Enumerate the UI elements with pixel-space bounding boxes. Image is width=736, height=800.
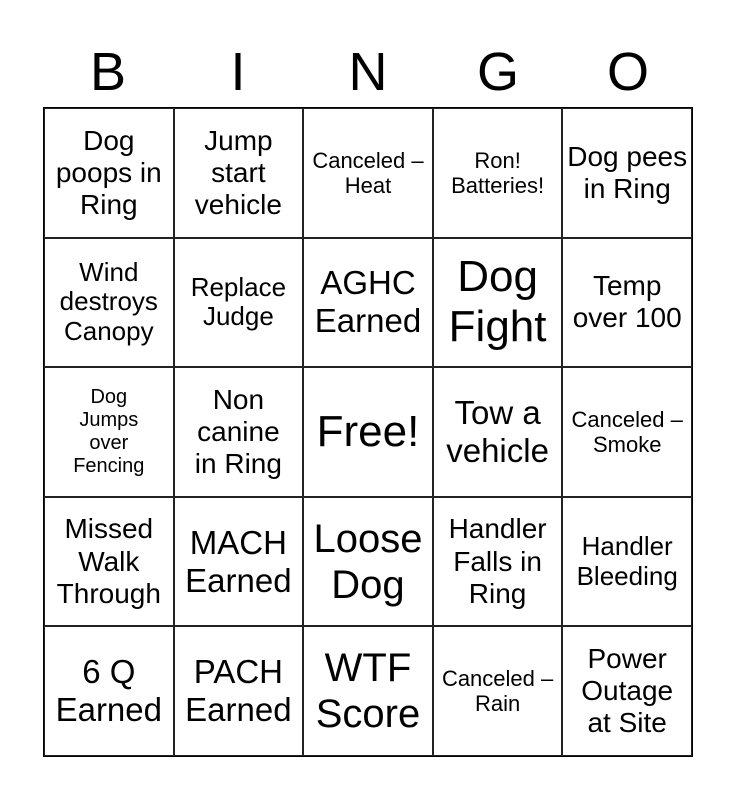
cell-text: Replace Judge [190, 271, 287, 332]
cell-text: Missed Walk Through [56, 513, 161, 609]
bingo-cell[interactable] [174, 497, 304, 627]
bingo-cell[interactable] [562, 238, 692, 368]
cell-text: Temp over 100 [572, 270, 682, 334]
cell-text: Canceled – Heat [312, 147, 424, 198]
bingo-cell[interactable] [433, 367, 563, 497]
free-space-cell[interactable] [303, 367, 433, 497]
bingo-cell[interactable] [174, 626, 304, 756]
bingo-header [43, 42, 693, 102]
bingo-cell[interactable] [303, 108, 433, 238]
bingo-cell[interactable] [433, 497, 563, 627]
cell-text: Wind destroys Canopy [59, 256, 158, 347]
cell-text: 6 Q Earned [55, 653, 162, 729]
bingo-cell[interactable] [562, 626, 692, 756]
header-letter-g: G [476, 42, 519, 102]
cell-text: MACH Earned [185, 523, 292, 599]
bingo-cell[interactable] [433, 626, 563, 756]
bingo-cell[interactable] [303, 238, 433, 368]
bingo-cell[interactable] [174, 238, 304, 368]
bingo-cell[interactable] [44, 626, 174, 756]
header-letter-o: O [606, 42, 649, 102]
cell-text: Dog Jumps over Fencing [73, 385, 145, 477]
cell-text: Power Outage at Site [581, 642, 674, 739]
header-letter-i: I [230, 42, 246, 102]
bingo-cell[interactable] [562, 108, 692, 238]
header-letter-b: B [89, 42, 127, 102]
cell-text: Ron! Batteries! [451, 147, 545, 198]
header-letter-n: N [348, 42, 388, 102]
bingo-cell[interactable] [44, 238, 174, 368]
free-space-text: Free! [316, 406, 420, 456]
cell-text: Dog Fight [448, 251, 547, 352]
cell-text: Canceled – Rain [441, 665, 554, 717]
cell-text: Dog pees in Ring [567, 140, 688, 204]
cell-text: Dog poops in Ring [55, 124, 162, 220]
cell-text: Canceled – Smoke [571, 406, 683, 457]
bingo-cell[interactable] [433, 238, 563, 368]
cell-text: WTF Score [315, 646, 421, 737]
bingo-cell[interactable] [303, 626, 433, 756]
bingo-cell[interactable] [44, 108, 174, 238]
bingo-cell[interactable] [174, 108, 304, 238]
cell-text: Jump start vehicle [194, 124, 282, 220]
cell-text: AGHC Earned [314, 264, 422, 340]
bingo-grid [43, 107, 693, 757]
bingo-cell[interactable] [433, 108, 563, 238]
bingo-cell[interactable] [174, 367, 304, 497]
bingo-cell[interactable] [44, 497, 174, 627]
cell-text: Non canine in Ring [194, 383, 282, 480]
bingo-cell[interactable] [562, 497, 692, 627]
cell-text: Handler Bleeding [576, 530, 678, 591]
cell-text: Loose Dog [313, 516, 423, 607]
bingo-cell[interactable] [44, 367, 174, 497]
bingo-cell[interactable] [303, 497, 433, 627]
cell-text: Tow a vehicle [446, 394, 549, 469]
bingo-cell[interactable] [562, 367, 692, 497]
cell-text: Handler Falls in Ring [448, 513, 547, 609]
cell-text: PACH Earned [185, 653, 292, 729]
